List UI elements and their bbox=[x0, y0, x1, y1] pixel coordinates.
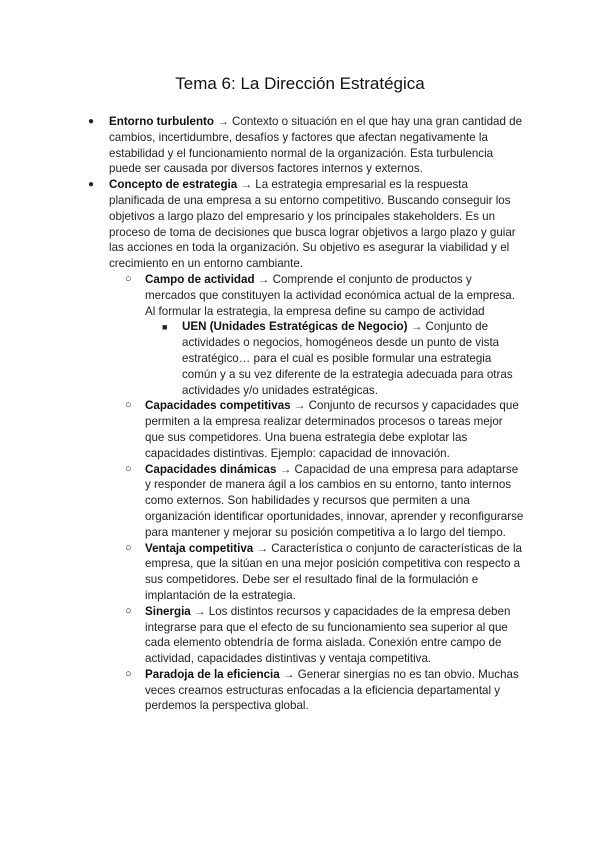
list-item-entorno-turbulento bbox=[0, 114, 600, 177]
item-paragraph bbox=[145, 462, 524, 541]
bullet-circle-icon: ○ bbox=[125, 399, 132, 412]
term-definition: → Comprende el conjunto de productos y mercados que constituyen la actividad económica actual de la empresa. Al formular la estrategia, la empresa define su campo de actividad bbox=[145, 272, 515, 318]
item-paragraph bbox=[145, 272, 524, 319]
list-item-concepto-estrategia bbox=[0, 177, 600, 714]
term-definition: → Característica o conjunto de características de la empresa, que la sitúan en una mejor posición competitiva con respecto a sus competidores. Debe ser el resultado final de la formulación e implantación de la estrategia. bbox=[145, 541, 522, 602]
term-label: Sinergia bbox=[145, 604, 191, 618]
item-paragraph bbox=[109, 114, 524, 177]
list-item-sinergia bbox=[125, 604, 524, 667]
item-paragraph bbox=[145, 604, 524, 667]
bullet-square-icon: ■ bbox=[162, 322, 168, 333]
term-definition: → Los distintos recursos y capacidades de la empresa deben integrarse para que el efecto de su funcionamiento sea superior al que cada elemento obtendría de forma aislada. Conexión entre campo de actividad, capacidades distintivas y ventaja competitiva. bbox=[145, 604, 511, 666]
term-label: Ventaja competitiva bbox=[145, 541, 254, 555]
term-definition: → Contexto o situación en el que hay una gran cantidad de cambios, incertidumbre, desafíos y factores que afectan negativamente la estabilidad y el funcionamiento normal de la organización. Esta turbulencia puede ser causada por diversos factores internos y externos. bbox=[109, 115, 523, 176]
bullet-circle-icon: ○ bbox=[125, 462, 132, 475]
list-item-paradoja-eficiencia bbox=[125, 667, 524, 714]
item-paragraph bbox=[109, 177, 524, 272]
list-item-uen bbox=[162, 319, 524, 398]
document-body bbox=[0, 114, 600, 714]
term-label: Paradoja de la eficiencia bbox=[145, 667, 280, 681]
term-definition: → Capacidad de una empresa para adaptarse y responder de manera ágil a los cambios en su entorno, tanto internos como externos. Son habilidades y recursos que permiten a una organización identificar oportunidades, innovar, aprender y reconfigurarse para mantener y mejorar su posición competitiva a lo largo del tiempo. bbox=[145, 462, 524, 539]
term-label: Campo de actividad bbox=[145, 272, 255, 286]
term-label: Capacidades dinámicas bbox=[145, 462, 277, 476]
sub-sub-bullet-list bbox=[145, 319, 524, 398]
item-paragraph bbox=[145, 541, 524, 604]
term-definition: → Conjunto de recursos y capacidades que permiten a la empresa realizar determinados procesos o tareas mejor que sus competidores. Una buena estrategia debe explotar las capacidades distintivas. Ejemplo: capacidad de innovación. bbox=[145, 399, 519, 460]
bullet-circle-icon: ○ bbox=[125, 667, 132, 680]
item-paragraph bbox=[145, 667, 524, 714]
list-item-campo-actividad bbox=[125, 272, 524, 398]
list-item-capacidades-competitivas bbox=[125, 398, 524, 461]
bullet-circle-icon: ○ bbox=[125, 541, 132, 554]
sub-bullet-list bbox=[109, 272, 524, 714]
bullet-circle-icon: ○ bbox=[125, 272, 132, 285]
term-label: Concepto de estrategia bbox=[109, 178, 238, 192]
term-label: Entorno turbulento bbox=[109, 115, 214, 128]
list-item-ventaja-competitiva bbox=[125, 541, 524, 604]
bullet-circle-icon: ○ bbox=[125, 604, 132, 617]
bullet-dot-icon: ● bbox=[88, 179, 95, 191]
term-definition: → Conjunto de actividades o negocios, homogéneos desde un punto de vista estratégico… para el cual es posible formular una estrategia común y a su vez diferente de la estrategia adecuada para otras actividades y/o unidades estratégicas. bbox=[182, 320, 513, 397]
term-definition: → La estrategia empresarial es la respuesta planificada de una empresa a su entorno competitivo. Buscando conseguir los objetivos a largo plazo del empresario y los principales stakeholders. Es un proceso de toma de decisiones que busca lograr objetivos a largo plazo y guiar las acciones en toda la organización. Su objetivo es asegurar la viabilidad y el crecimiento en un entorno cambiante. bbox=[109, 178, 516, 271]
list-item-capacidades-dinamicas bbox=[125, 462, 524, 541]
item-paragraph bbox=[145, 398, 524, 461]
term-label: UEN (Unidades Estratégicas de Negocio) bbox=[182, 320, 408, 334]
bullet-dot-icon: ● bbox=[88, 116, 95, 127]
page-title: Tema 6: La Dirección Estratégica bbox=[175, 74, 425, 93]
term-definition: → Generar sinergias no es tan obvio. Muchas veces creamos estructuras enfocadas a la eficiencia departamental y perdemos la perspectiva global. bbox=[145, 667, 519, 713]
term-label: Capacidades competitivas bbox=[145, 399, 291, 413]
item-paragraph bbox=[182, 319, 524, 398]
main-bullet-list bbox=[0, 114, 600, 714]
